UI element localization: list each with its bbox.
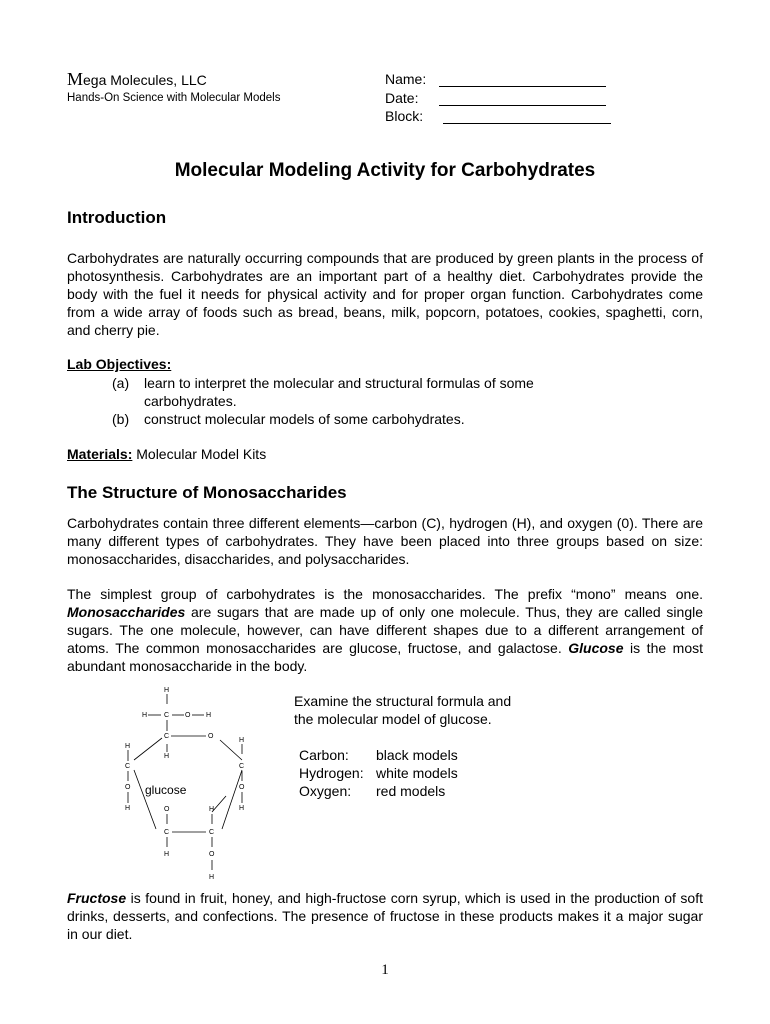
svg-text:H: H: [125, 805, 131, 812]
diagram-caption: Examine the structural formula and the molecular model of glucose.: [294, 693, 512, 727]
structure-paragraph-2: The simplest group of carbohydrates is the monosaccharides. The prefix “mono” means one. Monosaccharides are sugars that are made up of only one molecule. Thus, they are called single sugars. The one molecule, however, can have different shapes due to a different arrangement of atoms. The common monosaccharides are glucose, fructose, and galactose. Glucose is the most abundant monosaccharide in the body.: [67, 586, 704, 674]
materials-label: Materials:: [67, 446, 133, 462]
intro-paragraph: Carbohydrates are naturally occurring compounds that are produced by green plants in the process of photosynthesis. Carbohydrates are an important part of a healthy diet. Carbohydrates provide the body with the fuel it needs for physical activity and for proper organ function. Carbohydrates come from a wide array of foods such as bread, beans, milk, popcorn, potatoes, cookies, spaghetti, corn, and cherry pie.: [67, 250, 703, 338]
list-item: Oxygen: red models: [299, 783, 446, 799]
diagram-label: glucose: [145, 783, 187, 797]
svg-text:O: O: [239, 784, 245, 791]
svg-text:O: O: [164, 806, 170, 813]
svg-text:H: H: [164, 687, 170, 694]
model-colors-list: [299, 746, 458, 800]
svg-text:C: C: [125, 763, 131, 770]
svg-text:H: H: [209, 806, 215, 813]
block-line[interactable]: [443, 123, 611, 124]
materials-value: Molecular Model Kits: [136, 446, 267, 462]
glucose-structure-diagram: [108, 684, 268, 884]
svg-text:O: O: [125, 784, 131, 791]
svg-text:C: C: [164, 733, 170, 740]
structure-heading: The Structure of Monosaccharides: [67, 483, 347, 502]
objective-a: (a) learn to interpret the molecular and structural formulas of some carbohydrates.: [112, 375, 534, 409]
list-item: Carbon: black models: [299, 747, 458, 763]
structure-paragraph-1: Carbohydrates contain three different elements—carbon (C), hydrogen (H), and oxygen (0). There are many different types of carbohydrates. They have been placed into three groups based on size: monosaccharides, disaccharides, and polysaccharides.: [67, 515, 703, 567]
svg-text:H: H: [164, 753, 170, 760]
date-line[interactable]: [439, 105, 606, 106]
svg-text:H: H: [142, 712, 148, 719]
fructose-paragraph: Fructose is found in fruit, honey, and high-fructose corn syrup, which is used in the production of soft drinks, desserts, and confections. The presence of fructose in these products makes it a major sugar in our diet.: [67, 890, 703, 942]
svg-text:O: O: [209, 851, 215, 858]
term-glucose: Glucose: [568, 640, 624, 656]
term-monosaccharides: Monosaccharides: [67, 604, 186, 620]
term-fructose: Fructose: [67, 890, 127, 906]
objectives-heading: Lab Objectives:: [67, 356, 172, 372]
svg-text:H: H: [239, 805, 245, 812]
intro-heading: Introduction: [67, 208, 167, 227]
svg-text:C: C: [164, 712, 170, 719]
svg-text:C: C: [164, 829, 170, 836]
svg-text:H: H: [239, 737, 245, 744]
page-number: 1: [381, 962, 389, 978]
svg-text:O: O: [208, 733, 214, 740]
name-line[interactable]: [439, 86, 606, 87]
list-item: Hydrogen: white models: [299, 765, 458, 781]
name-label: Name:: [385, 71, 427, 87]
svg-text:H: H: [206, 712, 212, 719]
block-label: Block:: [385, 108, 424, 124]
page-title: Molecular Modeling Activity for Carbohydrates: [174, 160, 596, 181]
svg-text:H: H: [164, 851, 170, 858]
svg-text:C: C: [209, 829, 215, 836]
company-tagline: Hands-On Science with Molecular Models: [67, 92, 281, 104]
materials-line: [67, 446, 266, 462]
svg-text:H: H: [125, 743, 131, 750]
svg-text:H: H: [209, 874, 215, 881]
objective-b: (b) construct molecular models of some carbohydrates.: [112, 411, 465, 427]
svg-text:C: C: [239, 763, 245, 770]
company-name: Mega Molecules, LLC: [67, 69, 207, 89]
date-label: Date:: [385, 90, 419, 106]
svg-text:O: O: [185, 712, 191, 719]
